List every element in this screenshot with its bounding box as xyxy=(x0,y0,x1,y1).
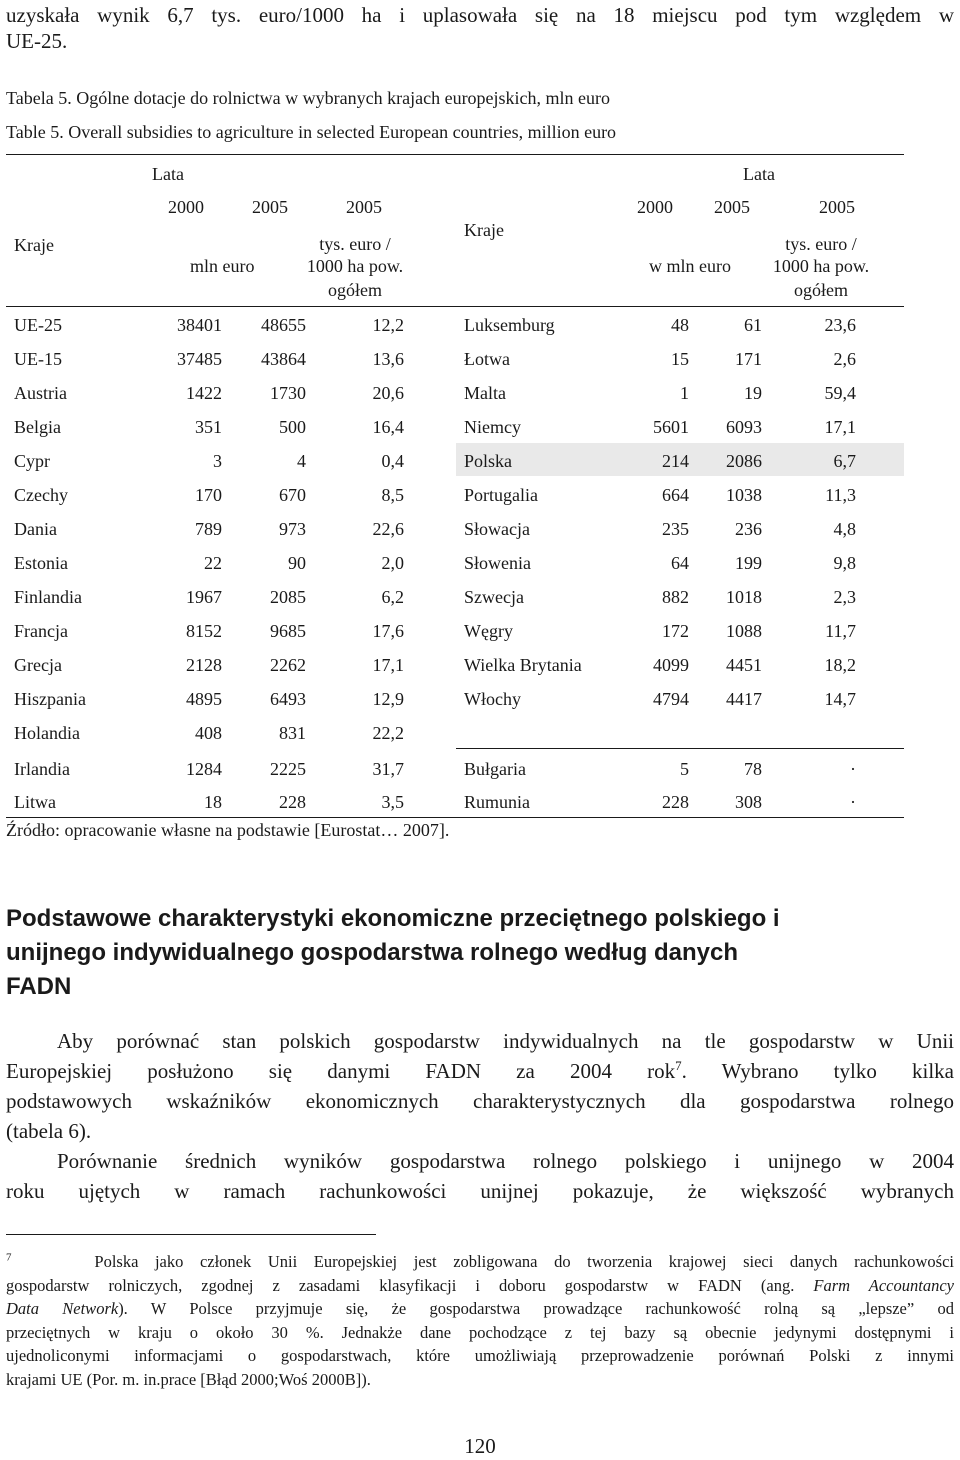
left-cell-per_ha: 20,6 xyxy=(372,383,404,403)
left-cell-v2005: 228 xyxy=(279,792,306,812)
right-cell-per_ha: 4,8 xyxy=(833,519,856,539)
left-cell-v2005: 500 xyxy=(279,417,306,437)
left-cell-per_ha: 12,2 xyxy=(372,315,404,335)
right-cell-v2000: 1 xyxy=(680,383,689,403)
left-cell-country: Litwa xyxy=(14,792,56,812)
left-cell-v2005: 6493 xyxy=(270,689,306,709)
footnote-line-1: $^7$ Polska jako członek Unii Europejskiej jest zobligowana do tworzenia krajowej sieci danych rachunkowości xyxy=(6,1251,955,1271)
right-cell-country: Luksemburg xyxy=(464,315,555,335)
left-cell-v2005: 43864 xyxy=(261,349,306,369)
right-cell-country: Węgry xyxy=(464,621,513,641)
left-cell-country: Hiszpania xyxy=(14,689,86,709)
right-header-kraje: Kraje xyxy=(464,220,504,240)
left-cell-per_ha: 17,6 xyxy=(372,621,404,641)
footnote-line-4: przeciętnych w kraju o około 30 %. Jednakże dane pochodzące z tej bazy są obecnie jedynymi dostępnymi i xyxy=(6,1322,954,1342)
left-cell-per_ha: 2,0 xyxy=(381,553,404,573)
right-cell-v2005: 4417 xyxy=(726,689,762,709)
left-cell-per_ha: 12,9 xyxy=(372,689,404,709)
left-cell-per_ha: 31,7 xyxy=(372,759,404,779)
left-cell-v2000: 2128 xyxy=(186,655,222,675)
right-cell-v2005: 4451 xyxy=(726,655,762,675)
left-cell-country: Dania xyxy=(14,519,57,539)
right-header-2000: 2000 xyxy=(637,197,673,217)
left-cell-v2000: 170 xyxy=(195,485,222,505)
left-header-2005-b: 2005 xyxy=(346,197,382,217)
left-cell-country: Czechy xyxy=(14,485,68,505)
right-cell-v2000: 214 xyxy=(662,451,689,471)
right-header-2005-a: 2005 xyxy=(714,197,750,217)
left-cell-per_ha: 13,6 xyxy=(372,349,404,369)
right-cell-country: Włochy xyxy=(464,689,521,709)
right-cell-per_ha: 23,6 xyxy=(824,315,856,335)
left-cell-per_ha: 3,5 xyxy=(381,792,404,812)
right-cell-per_ha: 2,6 xyxy=(833,349,856,369)
body-p2-line-1: Porównanie średnich wyników gospodarstwa rolnego polskiego i unijnego w 2004 xyxy=(57,1149,954,1173)
right-cell-per_ha: 11,3 xyxy=(825,485,856,505)
left-cell-v2000: 38401 xyxy=(177,315,222,335)
right-cell-per_ha: 17,1 xyxy=(824,417,856,437)
table-caption-en: Table 5. Overall subsidies to agriculture in selected European countries, million euro xyxy=(6,122,617,142)
right-cell-v2005: 61 xyxy=(744,315,762,335)
table-caption-pl: Tabela 5. Ogólne dotacje do rolnictwa w wybranych krajach europejskich, mln euro xyxy=(6,88,611,108)
right-cell-country: Niemcy xyxy=(464,417,521,437)
left-header-2000: 2000 xyxy=(168,197,204,217)
left-cell-v2005: 2262 xyxy=(270,655,306,675)
right-cell-v2005: 1038 xyxy=(726,485,762,505)
table-bottom-rule xyxy=(6,817,904,818)
right-cell-country: Łotwa xyxy=(464,349,510,369)
right-cell-v2005: 236 xyxy=(735,519,762,539)
left-cell-country: Holandia xyxy=(14,723,80,743)
left-header-unit2-l2: 1000 ha pow. xyxy=(306,256,404,276)
right-cell-per_ha: 14,7 xyxy=(824,689,856,709)
left-cell-per_ha: 0,4 xyxy=(381,451,404,471)
left-cell-country: UE-15 xyxy=(14,349,62,369)
left-cell-v2005: 90 xyxy=(288,553,306,573)
body-text xyxy=(6,1026,954,1206)
right-cell-v2005: 19 xyxy=(744,383,762,403)
right-cell-per_ha: · xyxy=(850,759,856,779)
right-cell-country: Malta xyxy=(464,383,506,403)
page-number: 120 xyxy=(464,1434,496,1458)
table-right-group-rule xyxy=(456,748,904,749)
body-p1-line-2: Europejskiej posłużono się danymi FADN za 2004 rok$^7$. Wybrano tylko kilka xyxy=(6,1058,954,1083)
left-cell-v2000: 1422 xyxy=(186,383,222,403)
right-cell-v2005: 78 xyxy=(744,759,762,779)
intro-line-2: UE-25. xyxy=(6,29,68,53)
left-cell-v2000: 789 xyxy=(195,519,222,539)
left-cell-v2005: 1730 xyxy=(270,383,306,403)
section-heading-line-2: unijnego indywidualnego gospodarstwa rolnego według danych xyxy=(6,939,739,966)
left-cell-country: Grecja xyxy=(14,655,62,675)
left-cell-country: Irlandia xyxy=(14,759,70,779)
right-cell-v2000: 15 xyxy=(671,349,689,369)
right-cell-v2000: 228 xyxy=(662,792,689,812)
right-cell-country: Słowacja xyxy=(464,519,530,539)
left-cell-per_ha: 22,6 xyxy=(372,519,404,539)
left-header-2005-a: 2005 xyxy=(252,197,288,217)
left-cell-v2000: 351 xyxy=(195,417,222,437)
left-header-unit2-l1: tys. euro / xyxy=(319,234,391,254)
right-header-unit2-l2: 1000 ha pow. xyxy=(772,256,870,276)
right-cell-v2005: 1088 xyxy=(726,621,762,641)
right-cell-per_ha: 6,7 xyxy=(833,451,856,471)
section-heading-line-1: Podstawowe charakterystyki ekonomiczne przeciętnego polskiego i xyxy=(6,905,780,932)
left-cell-v2005: 4 xyxy=(297,451,306,471)
right-cell-country: Portugalia xyxy=(464,485,538,505)
right-cell-country: Słowenia xyxy=(464,553,531,573)
left-cell-per_ha: 22,2 xyxy=(372,723,404,743)
left-cell-v2000: 1284 xyxy=(186,759,222,779)
right-cell-per_ha: 11,7 xyxy=(825,621,856,641)
footnote xyxy=(6,1250,954,1392)
right-cell-v2000: 5601 xyxy=(653,417,689,437)
right-cell-per_ha: 2,3 xyxy=(833,587,856,607)
right-cell-v2000: 4794 xyxy=(653,689,689,709)
right-cell-per_ha: · xyxy=(850,792,856,812)
right-cell-v2000: 5 xyxy=(680,759,689,779)
left-cell-per_ha: 16,4 xyxy=(372,417,404,437)
table-header-rule xyxy=(6,306,904,307)
body-p1-line-1: Aby porównać stan polskich gospodarstw indywidualnych na tle gospodarstw w Unii xyxy=(57,1029,954,1053)
right-cell-v2005: 199 xyxy=(735,553,762,573)
left-cell-v2000: 1967 xyxy=(186,587,222,607)
right-header-unit2-l3: ogółem xyxy=(794,280,848,300)
right-cell-country: Wielka Brytania xyxy=(464,655,582,675)
right-cell-v2005: 2086 xyxy=(726,451,762,471)
right-cell-v2005: 308 xyxy=(735,792,762,812)
left-cell-country: UE-25 xyxy=(14,315,62,335)
left-cell-v2000: 18 xyxy=(204,792,222,812)
right-cell-v2000: 882 xyxy=(662,587,689,607)
left-cell-country: Belgia xyxy=(14,417,61,437)
right-cell-per_ha: 59,4 xyxy=(824,383,856,403)
left-cell-v2005: 9685 xyxy=(270,621,306,641)
right-header-unit2-l1: tys. euro / xyxy=(785,234,857,254)
left-cell-per_ha: 17,1 xyxy=(372,655,404,675)
body-p1-line-4: (tabela 6). xyxy=(6,1119,92,1143)
left-cell-country: Cypr xyxy=(14,451,50,471)
body-p1-line-3: podstawowych wskaźników ekonomicznych charakterystycznych dla gospodarstwa rolnego xyxy=(6,1089,954,1113)
left-cell-country: Austria xyxy=(14,383,67,403)
left-cell-v2005: 670 xyxy=(279,485,306,505)
footnote-line-2: gospodarstw rolniczych, zgodnej z zasadami klasyfikacji i doboru gospodarstw w FADN (ang. Farm Accountancy xyxy=(6,1275,954,1295)
intro-line-1: uzyskała wynik 6,7 tys. euro/1000 ha i uplasowała się na 18 miejscu pod tym względem w xyxy=(6,3,954,27)
left-cell-v2000: 408 xyxy=(195,723,222,743)
right-cell-country: Rumunia xyxy=(464,792,530,812)
left-header-unit2-l3: ogółem xyxy=(328,280,382,300)
right-cell-v2000: 235 xyxy=(662,519,689,539)
left-header-lata: Lata xyxy=(152,164,184,184)
footnote-number: 7 xyxy=(6,1251,12,1264)
right-cell-country: Polska xyxy=(464,451,513,471)
section-heading-line-3: FADN xyxy=(6,973,72,1000)
footnote-line-3: Data Network). W Polsce przyjmuje się, że gospodarstwa prowadzące rachunkowość rolną są „lepsze” od xyxy=(6,1299,954,1319)
left-cell-v2000: 22 xyxy=(204,553,222,573)
table-top-rule xyxy=(6,154,904,155)
right-cell-v2005: 1018 xyxy=(726,587,762,607)
right-cell-per_ha: 18,2 xyxy=(824,655,856,675)
left-cell-country: Estonia xyxy=(14,553,68,573)
right-cell-country: Szwecja xyxy=(464,587,524,607)
right-header-lata: Lata xyxy=(743,164,775,184)
left-cell-per_ha: 8,5 xyxy=(381,485,404,505)
left-cell-v2000: 4895 xyxy=(186,689,222,709)
right-cell-v2000: 664 xyxy=(662,485,689,505)
left-header-kraje: Kraje xyxy=(14,235,54,255)
left-cell-country: Francja xyxy=(14,621,68,641)
footnote-line-5: ujednoliconymi informacjami o gospodarstwach, które umożliwiają przeprowadzenie porównań Polski z innymi xyxy=(6,1346,954,1366)
body-p2-line-2: roku ujętych w ramach rachunkowości unijnej pokazuje, że większość wybranych xyxy=(6,1179,954,1203)
footnote-rule xyxy=(6,1234,376,1235)
section-heading xyxy=(6,902,946,1004)
left-cell-v2000: 3 xyxy=(213,451,222,471)
left-cell-v2005: 973 xyxy=(279,519,306,539)
right-cell-v2000: 4099 xyxy=(653,655,689,675)
right-header-2005-b: 2005 xyxy=(819,197,855,217)
right-cell-v2000: 172 xyxy=(662,621,689,641)
left-cell-v2000: 8152 xyxy=(186,621,222,641)
left-cell-v2000: 37485 xyxy=(177,349,222,369)
left-cell-per_ha: 6,2 xyxy=(381,587,404,607)
footnote-line-6: krajami UE (Por. m. in.prace [Błąd 2000;Woś 2000B]). xyxy=(6,1369,371,1389)
right-cell-per_ha: 9,8 xyxy=(833,553,856,573)
left-cell-v2005: 831 xyxy=(279,723,306,743)
table-source: Źródło: opracowanie własne na podstawie [Eurostat… 2007]. xyxy=(6,820,450,840)
right-cell-v2005: 171 xyxy=(735,349,762,369)
right-cell-v2005: 6093 xyxy=(726,417,762,437)
right-header-unit: w mln euro xyxy=(649,256,731,276)
right-cell-v2000: 64 xyxy=(671,553,689,573)
left-cell-v2005: 48655 xyxy=(261,315,306,335)
right-cell-v2000: 48 xyxy=(671,315,689,335)
left-cell-country: Finlandia xyxy=(14,587,82,607)
footnote-ref-7[interactable]: 7 xyxy=(675,1058,682,1073)
left-cell-v2005: 2085 xyxy=(270,587,306,607)
left-cell-v2005: 2225 xyxy=(270,759,306,779)
left-header-unit: mln euro xyxy=(190,256,255,276)
right-cell-country: Bułgaria xyxy=(464,759,526,779)
